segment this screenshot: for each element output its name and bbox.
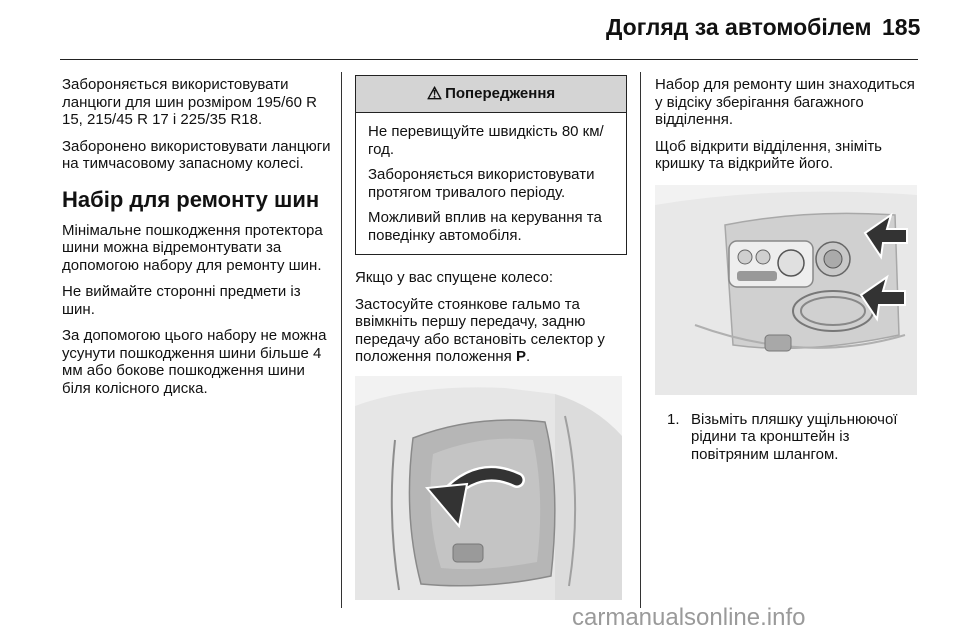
warning-text: Забороняється використовувати протягом тривалого періоду. xyxy=(368,166,595,201)
warning-box xyxy=(355,75,627,255)
paragraph xyxy=(355,296,627,366)
page-number: 185 xyxy=(882,14,921,40)
paragraph: Заборонено використовувати ланцюги на тимчасовому запасному колесі. xyxy=(62,137,331,172)
section-heading: Набір для ремонту шин xyxy=(62,186,320,212)
warning-text: Не перевищуйте швидкість 80 км/год. xyxy=(368,123,604,158)
watermark: carmanualsonline.info xyxy=(572,604,806,631)
step-number: 1. xyxy=(667,410,680,428)
header-title: Догляд за автомобілем xyxy=(606,14,872,40)
paragraph: Мінімальне пошкодження протектора шини можна відремонтувати за допомогою набору для ремонту шин. xyxy=(62,221,323,274)
paragraph: Набор для ремонту шин знаходиться у відсіку зберігання багажного відділення. xyxy=(655,76,915,128)
paragraph-text: Застосуйте стоянкове гальмо та ввімкніть першу передачу, задню передачу або встановіть селектор у положення положення xyxy=(355,295,605,365)
step-text: Візьміть пляшку ущільнюючої рідини та кронштейн із повітряним шлангом. xyxy=(691,410,898,463)
warning-text: Можливий вплив на керування та поведінку автомобіля. xyxy=(368,209,602,244)
paragraph: Якщо у вас спущене колесо: xyxy=(355,269,554,286)
tire-repair-kit-illustration xyxy=(655,185,917,395)
paragraph-end: . xyxy=(525,348,531,365)
paragraph: Не виймайте сторонні предмети із шин. xyxy=(62,283,301,318)
paragraph: Щоб відкрити відділення, зніміть кришку та відкрийте його. xyxy=(655,137,882,172)
page-header xyxy=(0,0,960,60)
column-middle xyxy=(355,76,627,600)
paragraph: Забороняється використовувати ланцюги для шин розміром 195/60 R 15, 215/45 R 17 і 225/35 R18. xyxy=(62,76,317,128)
selector-position-p: P xyxy=(515,348,526,365)
warning-header xyxy=(356,76,626,113)
warning-triangle-icon: ⚠ xyxy=(426,84,443,104)
warning-title: Попередження xyxy=(445,85,556,103)
column-divider-left xyxy=(341,72,342,608)
column-left xyxy=(62,76,334,406)
column-right xyxy=(655,76,923,463)
header-rule xyxy=(60,59,918,60)
paragraph: За допомогою цього набору не можна усунути пошкодження шини більше 4 мм або бокове пошкодження шини біля колісного диска. xyxy=(62,327,327,397)
instruction-step-1 xyxy=(655,411,923,464)
warning-body xyxy=(356,113,626,254)
column-divider-right xyxy=(640,72,641,608)
trunk-floor-cover-illustration xyxy=(355,376,622,600)
